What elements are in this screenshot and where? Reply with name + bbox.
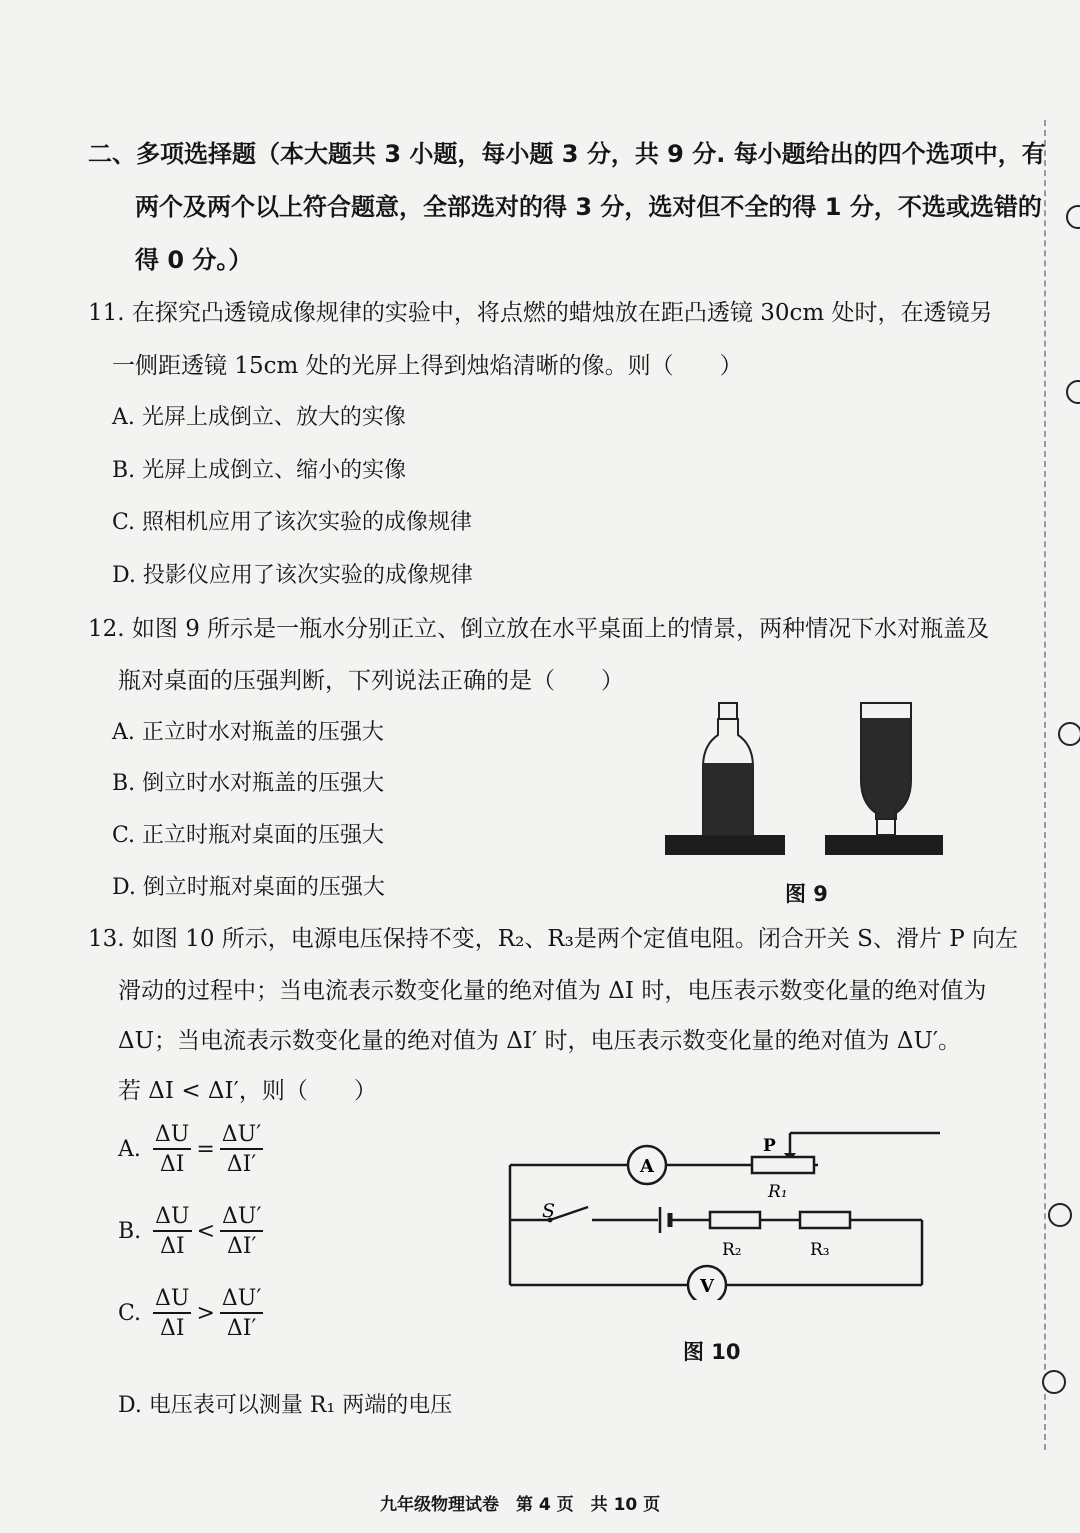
q11-option-d: D. 投影仪应用了该次实验的成像规律	[112, 563, 473, 588]
r2-label: R₂	[722, 1240, 742, 1260]
q13-stem-line-3: ΔU；当电流表示数变化量的绝对值为 ΔI′ 时，电压表示数变化量的绝对值为 ΔU′。	[118, 1028, 962, 1054]
q13-option-b	[118, 1204, 265, 1259]
fraction-numerator: ΔU′	[220, 1122, 263, 1150]
q13-stem-line-4: 若 ΔI < ΔI′，则（ ）	[118, 1078, 377, 1104]
r1-label: R₁	[768, 1182, 788, 1202]
q12-option-a: A. 正立时水对瓶盖的压强大	[112, 720, 384, 745]
fraction-numerator: ΔU	[153, 1204, 191, 1232]
fraction-right	[220, 1286, 263, 1341]
option-letter: C.	[118, 1301, 142, 1326]
q13-stem-line-2: 滑动的过程中；当电流表示数变化量的绝对值为 ΔI 时，电压表示数变化量的绝对值为	[118, 978, 987, 1004]
fraction-numerator: ΔU	[153, 1286, 191, 1314]
r3-label: R₃	[810, 1240, 830, 1260]
resistor-r1	[752, 1157, 814, 1173]
fraction-denominator: ΔI	[159, 1316, 185, 1341]
q12-option-c: C. 正立时瓶对桌面的压强大	[112, 823, 385, 848]
relation-sign: =	[196, 1137, 215, 1162]
fraction-left	[153, 1204, 191, 1259]
switch-label: S	[542, 1200, 556, 1222]
q12-stem-line-1: 12. 如图 9 所示是一瓶水分别正立、倒立放在水平桌面上的情景，两种情况下水对瓶盖及	[88, 616, 990, 642]
fraction-denominator: ΔI	[159, 1152, 185, 1177]
upright-bottle	[665, 703, 785, 855]
q13-option-c	[118, 1286, 265, 1341]
slider-label: P	[763, 1136, 776, 1156]
q11-stem-line-2: 一侧距透镜 15cm 处的光屏上得到烛焰清晰的像。则（ ）	[112, 353, 743, 379]
page-footer: 九年级物理试卷 第 4 页 共 10 页	[380, 1495, 661, 1515]
binding-hole-icon	[1066, 205, 1080, 229]
fraction-numerator: ΔU′	[220, 1204, 263, 1232]
q12-option-d: D. 倒立时瓶对桌面的压强大	[112, 875, 385, 900]
binding-hole-icon	[1048, 1203, 1072, 1227]
fraction-denominator: ΔI′	[226, 1316, 257, 1341]
section-heading-line-2: 两个及两个以上符合题意，全部选对的得 3 分，选对但不全的得 1 分，不选或选错的	[135, 193, 1042, 221]
resistor-r2	[710, 1212, 760, 1228]
figure-10-caption: 图 10	[683, 1340, 741, 1364]
binding-dashed-line	[1044, 120, 1048, 1450]
fraction-left	[153, 1122, 191, 1177]
q11-option-c: C. 照相机应用了该次实验的成像规律	[112, 510, 473, 535]
fraction-left	[153, 1286, 191, 1341]
voltmeter-label: V	[700, 1276, 714, 1297]
fraction-denominator: ΔI′	[226, 1152, 257, 1177]
figure-9-bottles	[655, 695, 955, 865]
option-letter: A.	[118, 1137, 141, 1162]
section-heading-line-3: 得 0 分。）	[135, 246, 253, 274]
q13-option-d: D. 电压表可以测量 R₁ 两端的电压	[118, 1393, 453, 1418]
q11-option-a: A. 光屏上成倒立、放大的实像	[112, 405, 406, 430]
fraction-numerator: ΔU	[153, 1122, 191, 1150]
q11-option-b: B. 光屏上成倒立、缩小的实像	[112, 458, 407, 483]
option-letter: B.	[118, 1219, 142, 1244]
q13-stem-line-1: 13. 如图 10 所示，电源电压保持不变，R₂、R₃是两个定值电阻。闭合开关 S、滑片 P 向左	[88, 926, 1019, 952]
section-heading-line-1: 二、多项选择题（本大题共 3 小题，每小题 3 分，共 9 分. 每小题给出的四个选项中，有	[88, 140, 1046, 168]
fraction-right	[220, 1122, 263, 1177]
q11-stem-line-1: 11. 在探究凸透镜成像规律的实验中，将点燃的蜡烛放在距凸透镜 30cm 处时，在透镜另	[88, 300, 993, 326]
inverted-bottle	[825, 703, 943, 855]
q12-stem-line-2: 瓶对桌面的压强判断，下列说法正确的是（ ）	[118, 668, 624, 694]
binding-hole-icon	[1042, 1370, 1066, 1394]
binding-hole-icon	[1058, 722, 1080, 746]
figure-10-circuit	[500, 1125, 940, 1300]
relation-sign: >	[196, 1301, 215, 1326]
relation-sign: <	[196, 1219, 216, 1244]
fraction-numerator: ΔU′	[220, 1286, 263, 1314]
switch-blade	[550, 1207, 588, 1220]
fraction-denominator: ΔI	[160, 1234, 185, 1259]
fraction-denominator: ΔI′	[226, 1234, 257, 1259]
figure-9-caption: 图 9	[785, 882, 828, 906]
resistor-r3	[800, 1212, 850, 1228]
fraction-right	[220, 1204, 263, 1259]
binding-hole-icon	[1066, 380, 1080, 404]
q13-option-a	[118, 1122, 265, 1177]
q12-option-b: B. 倒立时水对瓶盖的压强大	[112, 771, 385, 796]
ammeter-label: A	[640, 1156, 654, 1177]
